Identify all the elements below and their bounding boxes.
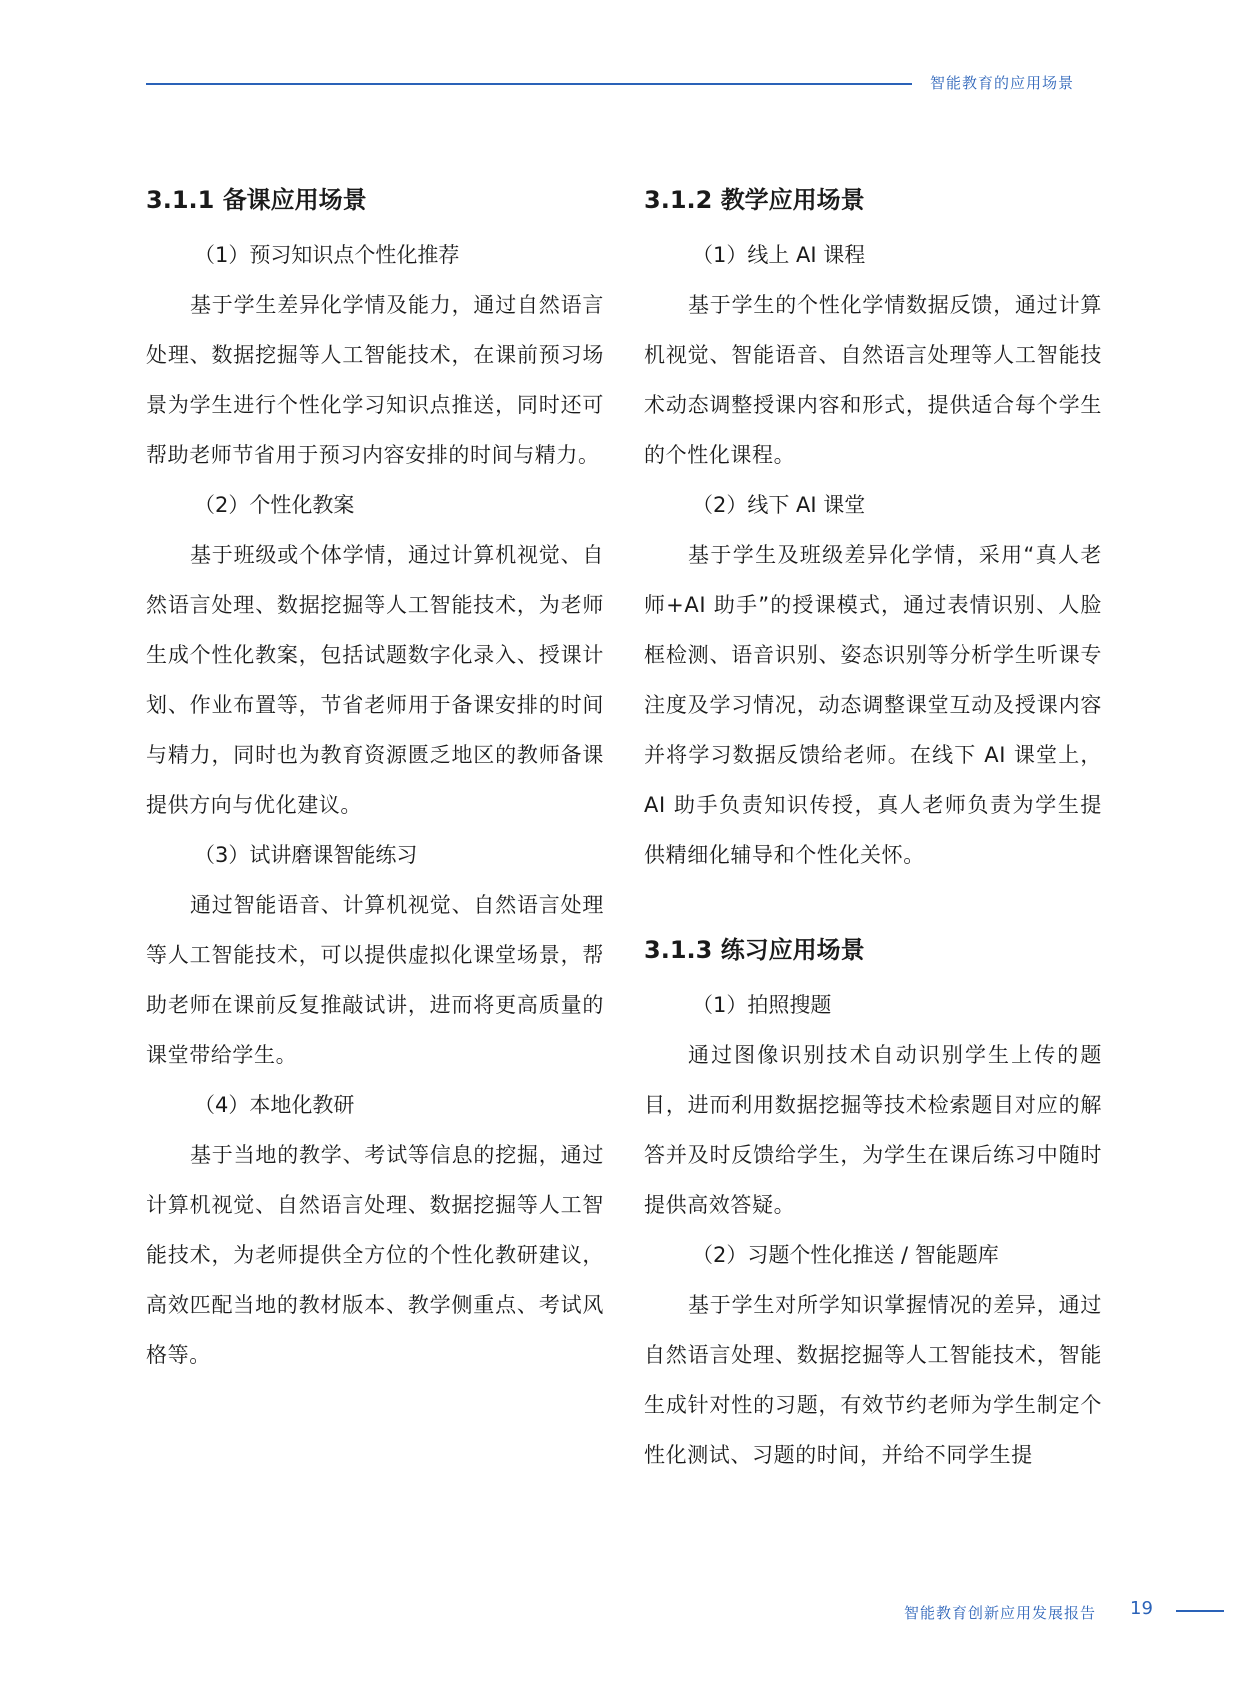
right-column — [644, 180, 1102, 1480]
left-column — [146, 180, 604, 1380]
subheading: （4）本地化教研 — [194, 1093, 355, 1117]
subheading: （3）试讲磨课智能练习 — [194, 843, 418, 867]
paragraph: 基于学生差异化学情及能力，通过自然语言处理、数据挖掘等人工智能技术，在课前预习场景为学生进行个性化学习知识点推送，同时还可帮助老师节省用于预习内容安排的时间与精力。 — [146, 293, 604, 467]
footer-rule — [1176, 1610, 1224, 1612]
subheading: （1）线上 AI 课程 — [692, 243, 866, 267]
section-spacer — [644, 880, 1102, 930]
paragraph: 基于学生的个性化学情数据反馈，通过计算机视觉、智能语音、自然语言处理等人工智能技术动态调整授课内容和形式，提供适合每个学生的个性化课程。 — [644, 293, 1102, 467]
running-header: 智能教育的应用场景 — [930, 74, 1075, 92]
subheading: （1）拍照搜题 — [692, 993, 832, 1017]
section-title-3-1-1: 3.1.1 备课应用场景 — [146, 186, 367, 214]
paragraph: 基于班级或个体学情，通过计算机视觉、自然语言处理、数据挖掘等人工智能技术，为老师生成个性化教案，包括试题数字化录入、授课计划、作业布置等，节省老师用于备课安排的时间与精力，同时也为教育资源匮乏地区的教师备课提供方向与优化建议。 — [146, 543, 604, 817]
subheading: （1）预习知识点个性化推荐 — [194, 243, 460, 267]
subheading: （2）习题个性化推送 / 智能题库 — [692, 1243, 999, 1267]
paragraph: 基于当地的教学、考试等信息的挖掘，通过计算机视觉、自然语言处理、数据挖掘等人工智能技术，为老师提供全方位的个性化教研建议，高效匹配当地的教材版本、教学侧重点、考试风格等。 — [146, 1143, 604, 1367]
paragraph: 基于学生及班级差异化学情，采用“真人老师+AI 助手”的授课模式，通过表情识别、人脸框检测、语音识别、姿态识别等分析学生听课专注度及学习情况，动态调整课堂互动及授课内容并将学习数据反馈给老师。在线下 AI 课堂上，AI 助手负责知识传授，真人老师负责为学生提供精细化辅导和个性化关怀。 — [644, 543, 1102, 867]
header-rule — [146, 83, 912, 85]
section-title-3-1-3: 3.1.3 练习应用场景 — [644, 936, 865, 964]
paragraph: 通过智能语音、计算机视觉、自然语言处理等人工智能技术，可以提供虚拟化课堂场景，帮助老师在课前反复推敲试讲，进而将更高质量的课堂带给学生。 — [146, 893, 604, 1067]
subheading: （2）个性化教案 — [194, 493, 355, 517]
footer-report-title: 智能教育创新应用发展报告 — [904, 1604, 1097, 1622]
subheading: （2）线下 AI 课堂 — [692, 493, 866, 517]
section-title-3-1-2: 3.1.2 教学应用场景 — [644, 186, 865, 214]
paragraph: 通过图像识别技术自动识别学生上传的题目，进而利用数据挖掘等技术检索题目对应的解答并及时反馈给学生，为学生在课后练习中随时提供高效答疑。 — [644, 1043, 1102, 1217]
paragraph: 基于学生对所学知识掌握情况的差异，通过自然语言处理、数据挖掘等人工智能技术，智能生成针对性的习题，有效节约老师为学生制定个性化测试、习题的时间，并给不同学生提 — [644, 1293, 1102, 1467]
page-number: 19 — [1130, 1598, 1153, 1619]
